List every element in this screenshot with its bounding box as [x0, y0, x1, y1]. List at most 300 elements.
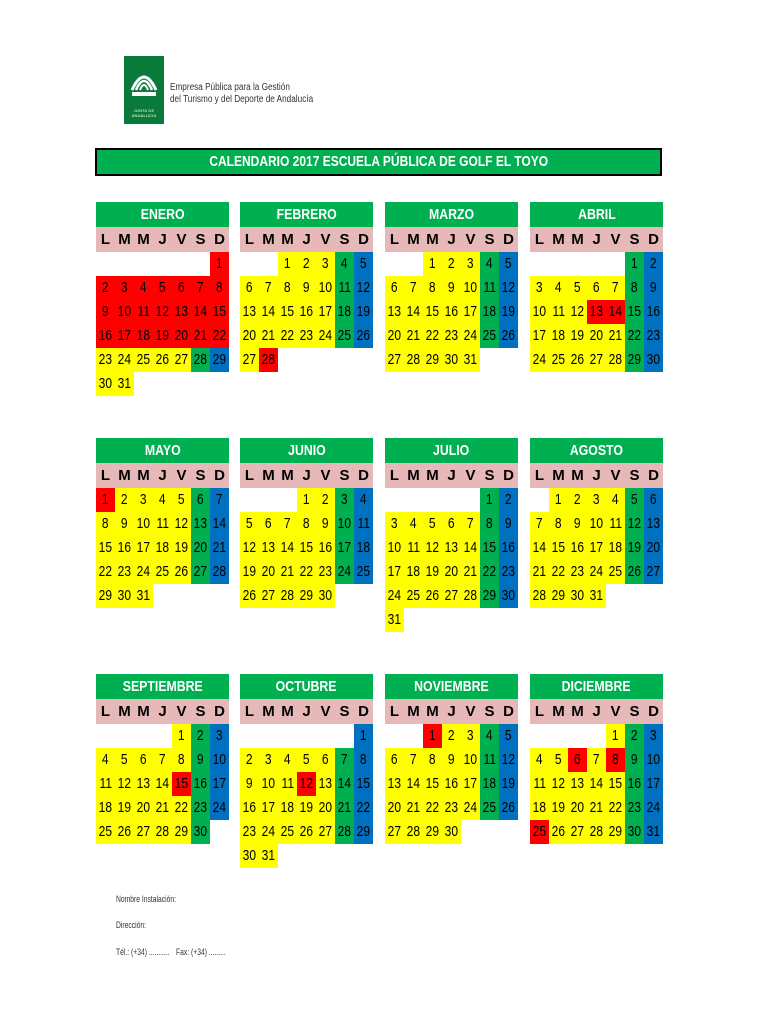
day-cell: 31 — [385, 608, 404, 632]
day-cell: 27 — [385, 348, 404, 372]
weekday-label: J — [592, 231, 601, 248]
day-cell: 29 — [172, 820, 191, 844]
day-cell: 14 — [191, 300, 210, 324]
day-grid — [240, 724, 373, 868]
day-cell: 11 — [606, 512, 625, 536]
day-cell: 23 — [568, 560, 587, 584]
day-cell: 23 — [442, 324, 461, 348]
day-cell: 1 — [625, 252, 644, 276]
weekday-label: D — [358, 231, 369, 248]
day-cell: 28 — [530, 584, 549, 608]
day-cell: 23 — [316, 560, 335, 584]
day-cell: 16 — [191, 772, 210, 796]
day-cell: 14 — [278, 536, 297, 560]
day-cell: 23 — [625, 796, 644, 820]
weekday-label: D — [358, 703, 369, 720]
day-cell: 25 — [335, 324, 354, 348]
month-name — [240, 202, 373, 227]
day-cell: 7 — [404, 748, 423, 772]
weekday-label: D — [648, 231, 659, 248]
day-cell: 11 — [404, 536, 423, 560]
day-grid — [530, 252, 663, 396]
day-cell: 12 — [354, 276, 373, 300]
day-cell: 26 — [499, 324, 518, 348]
weekday-header — [385, 699, 518, 724]
day-cell: 15 — [423, 300, 442, 324]
day-cell: 28 — [335, 820, 354, 844]
weekday-label: L — [100, 231, 111, 248]
day-cell: 30 — [442, 348, 461, 372]
month-julio — [385, 438, 518, 632]
weekday-label: V — [465, 467, 476, 484]
weekday-label: L — [100, 703, 111, 720]
day-cell: 10 — [115, 300, 134, 324]
day-cell: 27 — [568, 820, 587, 844]
day-cell: 9 — [625, 748, 644, 772]
day-cell: 30 — [316, 584, 335, 608]
day-cell: 4 — [153, 488, 172, 512]
weekday-label: L — [100, 467, 111, 484]
day-cell: 13 — [134, 772, 153, 796]
junta-logo — [124, 56, 164, 124]
day-cell: 25 — [404, 584, 423, 608]
weekday-label: M — [407, 703, 420, 720]
day-cell: 12 — [568, 300, 587, 324]
day-cell: 9 — [499, 512, 518, 536]
day-cell: 26 — [568, 348, 587, 372]
day-cell: 27 — [259, 584, 278, 608]
weekday-label: J — [158, 467, 167, 484]
day-cell: 6 — [191, 488, 210, 512]
day-grid — [385, 252, 518, 396]
day-cell: 14 — [210, 512, 229, 536]
weekday-label: S — [629, 467, 640, 484]
day-cell: 25 — [96, 820, 115, 844]
day-cell: 24 — [530, 348, 549, 372]
month-febrero — [240, 202, 373, 396]
day-cell: 23 — [644, 324, 663, 348]
day-cell: 26 — [172, 560, 191, 584]
day-cell: 21 — [587, 796, 606, 820]
weekday-label: S — [629, 231, 640, 248]
weekday-label: M — [571, 467, 584, 484]
day-cell: 7 — [461, 512, 480, 536]
day-cell: 10 — [210, 748, 229, 772]
day-cell: 1 — [96, 488, 115, 512]
day-cell: 16 — [115, 536, 134, 560]
weekday-label: M — [137, 703, 150, 720]
day-cell: 20 — [134, 796, 153, 820]
month-name-text: OCTUBRE — [276, 678, 337, 695]
weekday-label: M — [426, 703, 439, 720]
day-grid — [385, 488, 518, 632]
day-cell: 8 — [549, 512, 568, 536]
day-cell: 26 — [354, 324, 373, 348]
day-cell: 7 — [153, 748, 172, 772]
weekday-label: L — [244, 703, 255, 720]
month-name-text: SEPTIEMBRE — [122, 678, 203, 695]
weekday-label: S — [339, 231, 350, 248]
day-cell: 26 — [625, 560, 644, 584]
weekday-label: S — [339, 703, 350, 720]
day-cell: 8 — [480, 512, 499, 536]
month-abril — [530, 202, 663, 396]
day-cell: 9 — [191, 748, 210, 772]
day-cell: 29 — [480, 584, 499, 608]
month-name — [385, 438, 518, 463]
day-cell: 25 — [354, 560, 373, 584]
month-name — [530, 438, 663, 463]
day-cell: 12 — [549, 772, 568, 796]
day-cell: 5 — [625, 488, 644, 512]
day-cell: 21 — [278, 560, 297, 584]
day-cell: 21 — [153, 796, 172, 820]
day-cell: 11 — [153, 512, 172, 536]
day-cell: 13 — [240, 300, 259, 324]
day-cell: 22 — [549, 560, 568, 584]
weekday-label: M — [426, 231, 439, 248]
day-grid — [96, 252, 229, 396]
day-cell: 24 — [134, 560, 153, 584]
day-cell: 15 — [606, 772, 625, 796]
day-cell: 8 — [210, 276, 229, 300]
day-grid — [240, 252, 373, 396]
weekday-label: M — [118, 231, 131, 248]
day-cell: 19 — [625, 536, 644, 560]
day-cell: 17 — [530, 324, 549, 348]
day-cell: 5 — [549, 748, 568, 772]
day-cell: 2 — [191, 724, 210, 748]
day-cell: 27 — [442, 584, 461, 608]
weekday-label: D — [648, 467, 659, 484]
weekday-label: L — [389, 703, 400, 720]
day-cell: 7 — [259, 276, 278, 300]
day-cell: 9 — [96, 300, 115, 324]
day-cell: 30 — [191, 820, 210, 844]
day-cell: 16 — [568, 536, 587, 560]
day-cell: 3 — [644, 724, 663, 748]
day-cell: 24 — [461, 324, 480, 348]
day-cell: 27 — [587, 348, 606, 372]
day-cell: 24 — [316, 324, 335, 348]
weekday-label: M — [552, 231, 565, 248]
month-septiembre — [96, 674, 229, 868]
day-cell: 17 — [461, 300, 480, 324]
month-name — [530, 202, 663, 227]
weekday-header — [240, 227, 373, 252]
day-cell: 14 — [404, 772, 423, 796]
day-cell: 6 — [568, 748, 587, 772]
day-cell: 16 — [240, 796, 259, 820]
day-cell: 7 — [606, 276, 625, 300]
day-cell: 17 — [259, 796, 278, 820]
day-cell: 11 — [134, 300, 153, 324]
day-cell: 10 — [335, 512, 354, 536]
day-cell: 4 — [606, 488, 625, 512]
day-cell: 8 — [423, 748, 442, 772]
footer-fax: Fax: (+34) ......... — [176, 947, 226, 957]
day-cell: 10 — [461, 276, 480, 300]
day-cell: 18 — [480, 772, 499, 796]
day-cell: 3 — [335, 488, 354, 512]
day-cell: 23 — [240, 820, 259, 844]
day-cell: 25 — [480, 796, 499, 820]
day-cell: 12 — [625, 512, 644, 536]
day-cell: 4 — [549, 276, 568, 300]
day-cell: 17 — [115, 324, 134, 348]
day-cell: 12 — [240, 536, 259, 560]
weekday-label: S — [195, 231, 206, 248]
day-cell: 5 — [172, 488, 191, 512]
day-cell: 3 — [587, 488, 606, 512]
day-cell: 25 — [134, 348, 153, 372]
weekday-label: J — [447, 231, 456, 248]
day-cell: 21 — [404, 324, 423, 348]
month-name-text: MAYO — [144, 442, 181, 459]
weekday-label: S — [195, 703, 206, 720]
day-cell: 28 — [404, 348, 423, 372]
day-cell: 30 — [625, 820, 644, 844]
day-cell: 14 — [335, 772, 354, 796]
day-cell: 3 — [461, 252, 480, 276]
weekday-label: V — [320, 231, 331, 248]
day-cell: 5 — [153, 276, 172, 300]
day-cell: 21 — [191, 324, 210, 348]
day-cell: 9 — [644, 276, 663, 300]
month-name-text: AGOSTO — [569, 442, 624, 459]
page-title — [95, 148, 662, 176]
day-cell: 6 — [172, 276, 191, 300]
day-cell: 12 — [423, 536, 442, 560]
day-cell: 20 — [385, 324, 404, 348]
day-cell: 11 — [549, 300, 568, 324]
weekday-label: J — [302, 703, 311, 720]
day-cell: 28 — [587, 820, 606, 844]
day-cell: 18 — [354, 536, 373, 560]
weekday-label: S — [484, 703, 495, 720]
day-cell: 16 — [625, 772, 644, 796]
day-cell: 19 — [115, 796, 134, 820]
day-cell: 17 — [210, 772, 229, 796]
weekday-header — [96, 227, 229, 252]
day-cell: 11 — [278, 772, 297, 796]
weekday-label: M — [281, 703, 294, 720]
day-cell: 16 — [316, 536, 335, 560]
weekday-label: M — [552, 703, 565, 720]
day-cell: 15 — [297, 536, 316, 560]
weekday-label: J — [447, 703, 456, 720]
day-cell: 4 — [134, 276, 153, 300]
month-name — [385, 674, 518, 699]
day-cell: 7 — [404, 276, 423, 300]
weekday-label: J — [592, 703, 601, 720]
day-cell: 24 — [461, 796, 480, 820]
weekday-label: V — [176, 467, 187, 484]
weekday-label: L — [389, 231, 400, 248]
day-cell: 4 — [278, 748, 297, 772]
day-cell: 13 — [385, 772, 404, 796]
day-cell: 1 — [549, 488, 568, 512]
day-grid — [530, 488, 663, 632]
day-cell: 20 — [316, 796, 335, 820]
day-cell: 26 — [423, 584, 442, 608]
day-cell: 28 — [461, 584, 480, 608]
day-cell: 8 — [625, 276, 644, 300]
day-cell: 26 — [153, 348, 172, 372]
weekday-label: L — [534, 467, 545, 484]
day-cell: 1 — [606, 724, 625, 748]
weekday-label: M — [426, 467, 439, 484]
day-cell: 10 — [530, 300, 549, 324]
weekday-label: V — [320, 703, 331, 720]
day-cell: 28 — [606, 348, 625, 372]
day-cell: 4 — [530, 748, 549, 772]
day-cell: 2 — [115, 488, 134, 512]
day-cell: 7 — [278, 512, 297, 536]
day-cell: 25 — [549, 348, 568, 372]
day-cell: 23 — [499, 560, 518, 584]
day-cell: 20 — [191, 536, 210, 560]
day-cell: 13 — [316, 772, 335, 796]
day-cell: 2 — [316, 488, 335, 512]
weekday-label: S — [339, 467, 350, 484]
day-cell: 28 — [278, 584, 297, 608]
weekday-label: M — [571, 231, 584, 248]
weekday-label: L — [534, 231, 545, 248]
day-cell: 9 — [316, 512, 335, 536]
day-cell: 29 — [354, 820, 373, 844]
day-cell: 24 — [385, 584, 404, 608]
day-cell: 12 — [153, 300, 172, 324]
day-cell: 10 — [316, 276, 335, 300]
day-cell: 18 — [549, 324, 568, 348]
day-cell: 20 — [587, 324, 606, 348]
month-name — [530, 674, 663, 699]
day-cell: 10 — [587, 512, 606, 536]
day-cell: 1 — [172, 724, 191, 748]
month-name-text: FEBRERO — [276, 206, 337, 223]
day-cell: 12 — [499, 276, 518, 300]
weekday-label: J — [302, 467, 311, 484]
day-cell: 9 — [297, 276, 316, 300]
day-cell: 14 — [153, 772, 172, 796]
day-cell: 19 — [153, 324, 172, 348]
month-noviembre — [385, 674, 518, 868]
day-cell: 7 — [335, 748, 354, 772]
day-cell: 8 — [606, 748, 625, 772]
day-cell: 28 — [404, 820, 423, 844]
day-cell: 5 — [115, 748, 134, 772]
weekday-label: D — [503, 231, 514, 248]
weekday-label: V — [610, 703, 621, 720]
weekday-label: D — [648, 703, 659, 720]
day-cell: 29 — [606, 820, 625, 844]
weekday-label: V — [610, 467, 621, 484]
day-cell: 23 — [442, 796, 461, 820]
day-cell: 15 — [423, 772, 442, 796]
day-cell: 3 — [385, 512, 404, 536]
day-cell: 17 — [587, 536, 606, 560]
day-cell: 1 — [354, 724, 373, 748]
day-cell: 6 — [259, 512, 278, 536]
day-cell: 14 — [259, 300, 278, 324]
weekday-header — [530, 463, 663, 488]
weekday-label: D — [358, 467, 369, 484]
day-cell: 19 — [499, 300, 518, 324]
day-cell: 9 — [568, 512, 587, 536]
weekday-label: M — [407, 231, 420, 248]
day-cell: 21 — [404, 796, 423, 820]
day-cell: 24 — [335, 560, 354, 584]
day-cell: 15 — [625, 300, 644, 324]
day-cell: 11 — [335, 276, 354, 300]
weekday-header — [530, 227, 663, 252]
day-cell: 2 — [644, 252, 663, 276]
weekday-label: J — [158, 703, 167, 720]
month-octubre — [240, 674, 373, 868]
month-enero — [96, 202, 229, 396]
day-cell: 15 — [354, 772, 373, 796]
day-cell: 23 — [297, 324, 316, 348]
day-cell: 9 — [442, 276, 461, 300]
day-cell: 2 — [568, 488, 587, 512]
day-cell: 18 — [335, 300, 354, 324]
weekday-header — [96, 699, 229, 724]
day-grid — [240, 488, 373, 632]
day-cell: 28 — [259, 348, 278, 372]
weekday-label: V — [320, 467, 331, 484]
day-cell: 30 — [115, 584, 134, 608]
weekday-label: V — [465, 703, 476, 720]
day-cell: 29 — [625, 348, 644, 372]
day-cell: 6 — [385, 748, 404, 772]
day-cell: 2 — [297, 252, 316, 276]
weekday-label: L — [534, 703, 545, 720]
day-cell: 18 — [480, 300, 499, 324]
weekday-label: V — [176, 703, 187, 720]
month-junio — [240, 438, 373, 632]
day-cell: 19 — [354, 300, 373, 324]
weekday-label: V — [176, 231, 187, 248]
day-cell: 13 — [568, 772, 587, 796]
weekday-label: M — [137, 231, 150, 248]
day-cell: 13 — [644, 512, 663, 536]
day-cell: 12 — [115, 772, 134, 796]
day-cell: 6 — [644, 488, 663, 512]
day-cell: 25 — [606, 560, 625, 584]
day-cell: 28 — [153, 820, 172, 844]
day-cell: 22 — [354, 796, 373, 820]
day-cell: 22 — [297, 560, 316, 584]
day-cell: 1 — [297, 488, 316, 512]
day-cell: 10 — [644, 748, 663, 772]
logo-text: JUNTA DE ANDALUCIA — [131, 108, 157, 118]
day-cell: 17 — [316, 300, 335, 324]
day-cell: 1 — [423, 724, 442, 748]
day-cell: 8 — [423, 276, 442, 300]
day-cell: 22 — [480, 560, 499, 584]
day-cell: 29 — [549, 584, 568, 608]
day-cell: 4 — [335, 252, 354, 276]
day-cell: 6 — [316, 748, 335, 772]
day-cell: 4 — [480, 252, 499, 276]
day-cell: 21 — [461, 560, 480, 584]
month-name — [240, 438, 373, 463]
day-cell: 2 — [240, 748, 259, 772]
day-cell: 10 — [385, 536, 404, 560]
day-cell: 3 — [210, 724, 229, 748]
day-cell: 26 — [240, 584, 259, 608]
